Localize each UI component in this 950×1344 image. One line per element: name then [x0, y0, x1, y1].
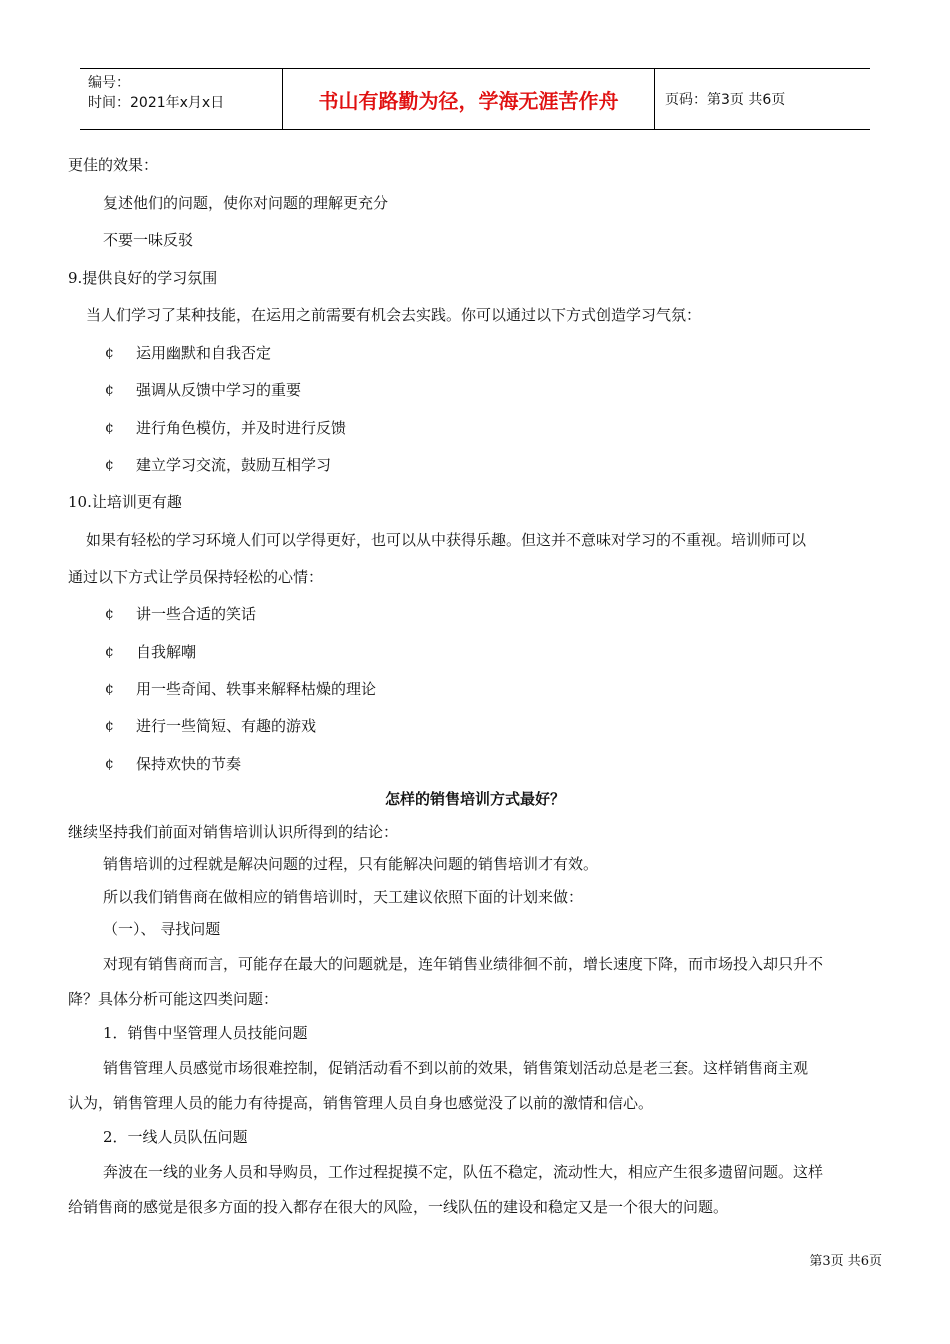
- list-item-text: 建立学习交流，鼓励互相学习: [136, 456, 332, 474]
- heading-10: 10.让培训更有趣: [68, 493, 182, 511]
- list-item-text: 用一些奇闻、轶事来解释枯燥的理论: [136, 680, 377, 698]
- paragraph: 给销售商的感觉是很多方面的投入都存在很大的风险，一线队伍的建设和稳定又是一个很大的问题。: [68, 1198, 729, 1216]
- document-number-label: 编号：: [88, 75, 130, 91]
- list-item-text: 强调从反馈中学习的重要: [136, 381, 302, 399]
- page-header: [80, 68, 870, 130]
- subheading: 1．销售中坚管理人员技能问题: [103, 1024, 308, 1042]
- heading-9: 9.提供良好的学习氛围: [68, 269, 218, 287]
- paragraph: 销售培训的过程就是解决问题的过程，只有能解决问题的销售培训才有效。: [103, 855, 599, 873]
- paragraph: 复述他们的问题，使你对问题的理解更充分: [103, 194, 389, 212]
- page-footer: 第3页 共6页: [809, 1254, 882, 1269]
- paragraph: 如果有轻松的学习环境人们可以学得更好，也可以从中获得乐趣。但这并不意味对学习的不重视。培训师可以: [86, 531, 807, 549]
- bullet-icon: ¢: [105, 457, 114, 473]
- header-page-number: 页码：第3页 共6页: [665, 92, 786, 108]
- bullet-icon: ¢: [105, 718, 114, 734]
- bullet-icon: ¢: [105, 756, 114, 772]
- paragraph: 认为，销售管理人员的能力有待提高，销售管理人员自身也感觉没了以前的激情和信心。: [68, 1094, 654, 1112]
- list-item-text: 自我解嘲: [136, 643, 197, 661]
- paragraph: 销售管理人员感觉市场很难控制，促销活动看不到以前的效果，销售策划活动总是老三套。这样销售商主观: [103, 1059, 809, 1077]
- list-item-text: 进行一些简短、有趣的游戏: [136, 717, 317, 735]
- bullet-icon: ¢: [105, 345, 114, 361]
- bullet-icon: ¢: [105, 382, 114, 398]
- section-title: 怎样的销售培训方式最好？: [384, 790, 565, 808]
- paragraph: 奔波在一线的业务人员和导购员，工作过程捉摸不定，队伍不稳定，流动性大，相应产生很多遗留问题。这样: [103, 1163, 824, 1181]
- bullet-icon: ¢: [105, 606, 114, 622]
- paragraph: 降？具体分析可能这四类问题：: [68, 990, 279, 1008]
- paragraph: 通过以下方式让学员保持轻松的心情：: [68, 568, 324, 586]
- list-item-text: 进行角色模仿，并及时进行反馈: [136, 419, 347, 437]
- list-item-text: 保持欢快的节奏: [136, 755, 242, 773]
- paragraph: 不要一味反驳: [103, 231, 194, 249]
- header-meta: [80, 69, 282, 129]
- paragraph: 所以我们销售商在做相应的销售培训时，天工建议依照下面的计划来做：: [103, 888, 584, 906]
- list-item-text: 运用幽默和自我否定: [136, 344, 272, 362]
- paragraph: 更佳的效果：: [68, 156, 159, 174]
- paragraph: 对现有销售商而言，可能存在最大的问题就是，连年销售业绩徘徊不前，增长速度下降，而市场投入却只升不: [103, 955, 824, 973]
- bullet-icon: ¢: [105, 420, 114, 436]
- header-motto: 书山有路勤为径，学海无涯苦作舟: [282, 69, 655, 129]
- subheading: （一）、 寻找问题: [103, 920, 221, 938]
- subheading: 2．一线人员队伍问题: [103, 1128, 248, 1146]
- paragraph: 继续坚持我们前面对销售培训认识所得到的结论：: [68, 823, 399, 841]
- list-item-text: 讲一些合适的笑话: [136, 605, 257, 623]
- bullet-icon: ¢: [105, 644, 114, 660]
- paragraph: 当人们学习了某种技能，在运用之前需要有机会去实践。你可以通过以下方式创造学习气氛：: [86, 306, 702, 324]
- bullet-icon: ¢: [105, 681, 114, 697]
- document-time-label: 时间：2021年x月x日: [88, 95, 225, 111]
